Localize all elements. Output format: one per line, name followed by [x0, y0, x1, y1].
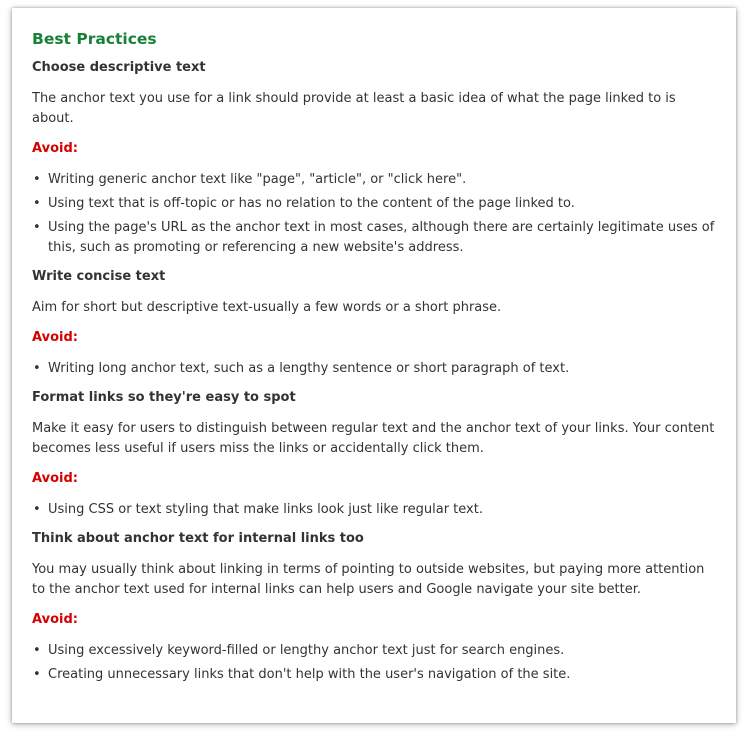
- section-paragraph: Aim for short but descriptive text-usually a few words or a short phrase.: [32, 300, 502, 315]
- avoid-list: [32, 359, 718, 379]
- section-heading: Think about anchor text for internal links too: [32, 531, 364, 546]
- bullet-icon: •: [33, 643, 41, 658]
- section-heading: Write concise text: [32, 269, 166, 284]
- list-item: [32, 665, 718, 685]
- section-internal-links: [32, 530, 718, 685]
- bullet-icon: •: [33, 361, 41, 376]
- bullet-icon: •: [33, 196, 41, 211]
- bullet-icon: •: [33, 172, 41, 187]
- section-heading: Choose descriptive text: [32, 60, 206, 75]
- bullet-icon: •: [33, 502, 41, 517]
- avoid-list: [32, 500, 718, 520]
- list-item: [32, 194, 718, 214]
- section-paragraph: You may usually think about linking in terms of pointing to outside websites, but paying more attention to the anchor text used for internal links can help users and Google navigate your site better.: [32, 562, 705, 597]
- list-item-text: Writing long anchor text, such as a lengthy sentence or short paragraph of text.: [48, 361, 570, 376]
- list-item: [32, 641, 718, 661]
- list-item: [32, 500, 718, 520]
- section-paragraph: Make it easy for users to distinguish between regular text and the anchor text of your links. Your content becomes less useful if users miss the links or accidentally click them.: [32, 421, 715, 456]
- avoid-label: Avoid:: [32, 330, 78, 345]
- avoid-label: Avoid:: [32, 612, 78, 627]
- list-item-text: Using CSS or text styling that make links look just like regular text.: [48, 502, 483, 517]
- list-item-text: Using excessively keyword-filled or lengthy anchor text just for search engines.: [48, 643, 565, 658]
- avoid-label: Avoid:: [32, 471, 78, 486]
- list-item-text: Using text that is off-topic or has no relation to the content of the page linked to.: [48, 196, 575, 211]
- section-write-concise-text: [32, 268, 718, 379]
- list-item: [32, 359, 718, 379]
- list-item: [32, 218, 718, 258]
- best-practices-card: [12, 8, 736, 723]
- page-title: Best Practices: [32, 30, 157, 48]
- section-choose-descriptive-text: [32, 59, 718, 258]
- avoid-label: Avoid:: [32, 141, 78, 156]
- section-format-links: [32, 389, 718, 520]
- bullet-icon: •: [33, 220, 41, 235]
- list-item-text: Writing generic anchor text like "page", "article", or "click here".: [48, 172, 467, 187]
- bullet-icon: •: [33, 667, 41, 682]
- list-item-text: Creating unnecessary links that don't help with the user's navigation of the site.: [48, 667, 571, 682]
- avoid-list: [32, 170, 718, 258]
- section-heading: Format links so they're easy to spot: [32, 390, 296, 405]
- avoid-list: [32, 641, 718, 685]
- section-paragraph: The anchor text you use for a link should provide at least a basic idea of what the page linked to is about.: [32, 91, 676, 126]
- list-item: [32, 170, 718, 190]
- list-item-text: Using the page's URL as the anchor text in most cases, although there are certainly legitimate uses of this, such as promoting or referencing a new website's address.: [48, 220, 715, 255]
